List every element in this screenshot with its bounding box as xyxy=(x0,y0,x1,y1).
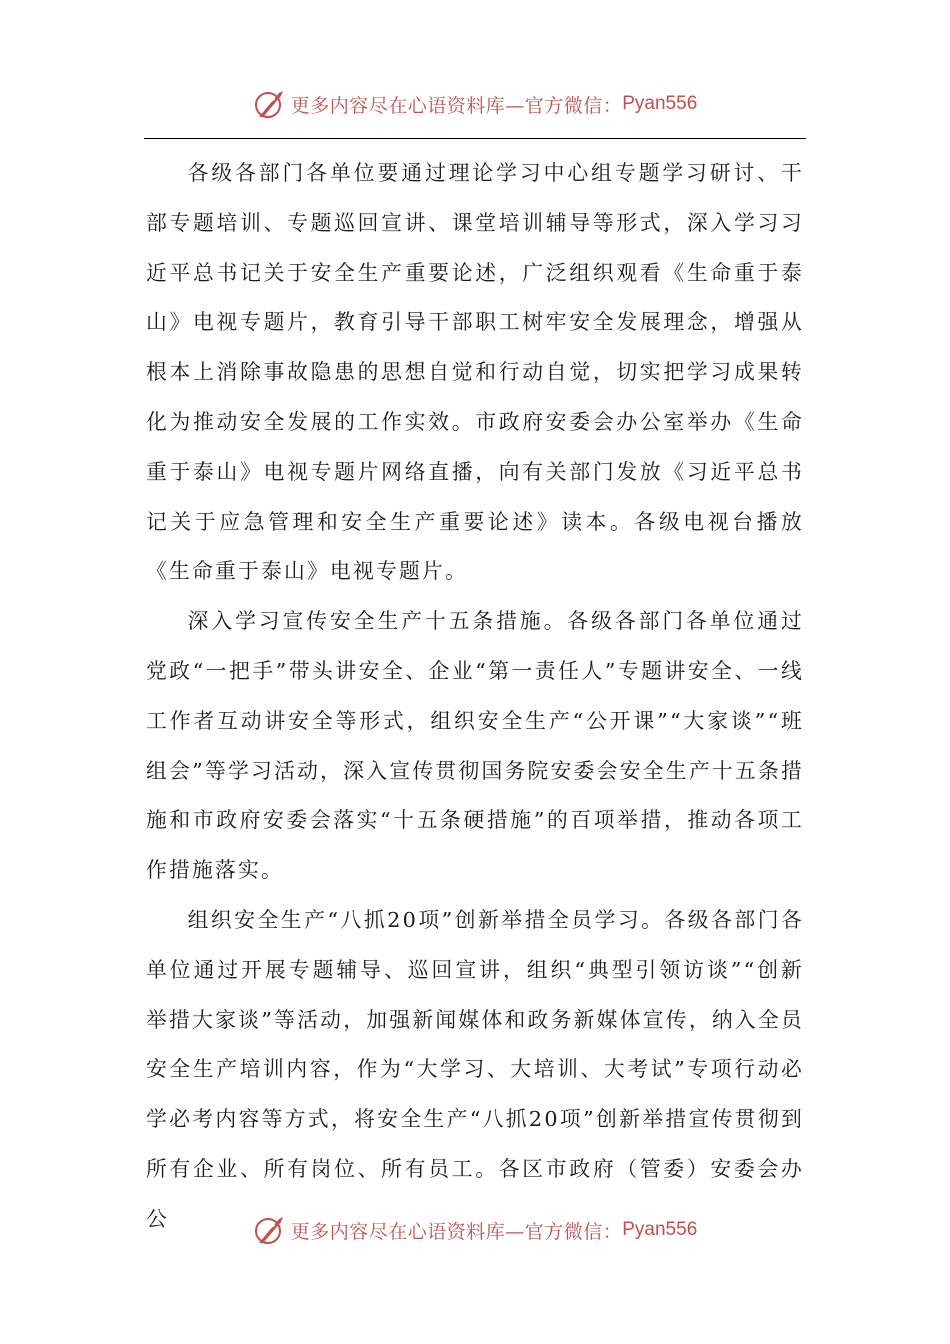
header-wechat-id: Pyan556 xyxy=(622,93,698,114)
header-banner xyxy=(0,84,950,124)
footer-wechat-id: Pyan556 xyxy=(622,1219,698,1240)
header-divider xyxy=(144,138,806,139)
quill-pen-logo-icon xyxy=(253,87,287,121)
paragraph-eight-grasps: 组织安全生产“八抓20项”创新举措全员学习。各级各部门各单位通过开展专题辅导、巡回宣讲，组织“典型引领访谈”“创新举措大家谈”等活动，加强新闻媒体和政务新媒体宣传，纳入全员安全生产培训内容，作为“大学习、大培训、大考试”专项行动必学必考内容等方式，将安全生产“八抓20项”创新举措宣传贯彻到所有企业、所有岗位、所有员工。各区市政府（管委）安委会办公 xyxy=(146,907,804,1231)
quill-pen-logo-icon xyxy=(253,1213,287,1247)
paragraph-study-discourse: 各级各部门各单位要通过理论学习中心组专题学习研讨、干部专题培训、专题巡回宣讲、课堂培训辅导等形式，深入学习习近平总书记关于安全生产重要论述，广泛组织观看《生命重于泰山》电视专题片，教育引导干部职工树牢安全发展理念，增强从根本上消除事故隐患的思想自觉和行动自觉，切实把学习成果转化为推动安全发展的工作实效。市政府安委会办公室举办《生命重于泰山》电视专题片网络直播，向有关部门发放《习近平总书记关于应急管理和安全生产重要论述》读本。各级电视台播放《生命重于泰山》电视专题片。 xyxy=(146,161,804,584)
footer-banner xyxy=(0,1210,950,1250)
header-brand-text: 更多内容尽在心语资料库—官方微信： xyxy=(290,94,623,117)
document-body xyxy=(146,149,804,1245)
paragraph-fifteen-measures: 深入学习宣传安全生产十五条措施。各级各部门各单位通过党政“一把手”带头讲安全、企业“第一责任人”专题讲安全、一线工作者互动讲安全等形式，组织安全生产“公开课”“大家谈”“班组会”等学习活动，深入宣传贯彻国务院安委会安全生产十五条措施和市政府安委会落实“十五条硬措施”的百项举措，推动各项工作措施落实。 xyxy=(146,609,804,883)
footer-brand-text: 更多内容尽在心语资料库—官方微信： xyxy=(290,1220,623,1243)
